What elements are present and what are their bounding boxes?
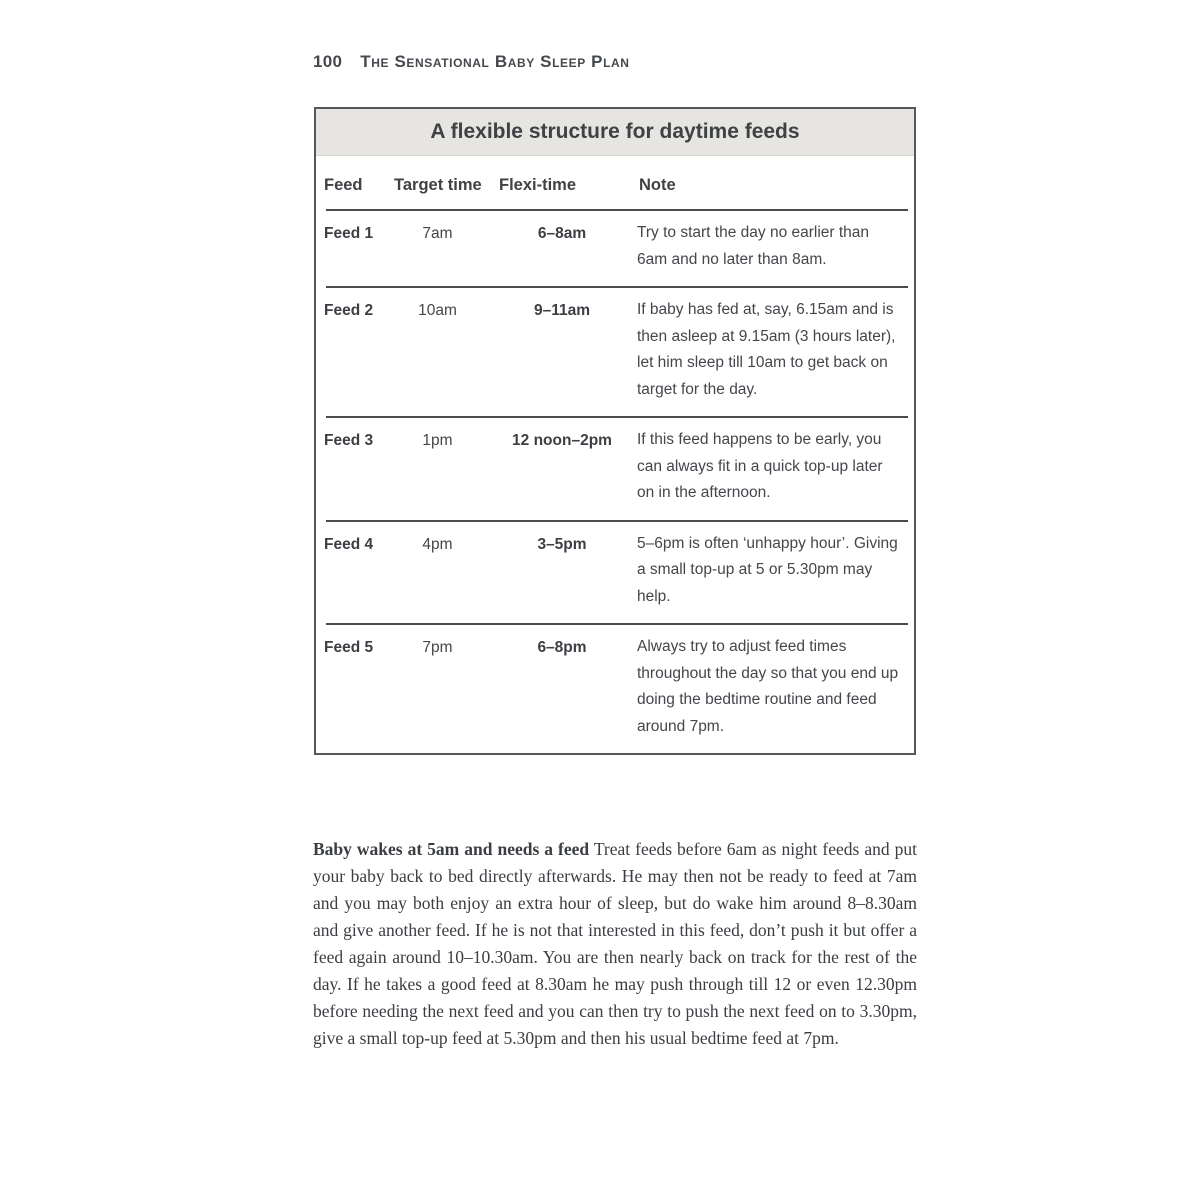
note-text: If baby has fed at, say, 6.15am and is then asleep at 9.15am (3 hours later), let him sleep till 10am to get back on target for the day.: [637, 301, 896, 398]
book-title: The Sensational Baby Sleep Plan: [360, 52, 630, 71]
feed-label: Feed 2: [324, 302, 374, 319]
flexi-time-value: 9–11am: [533, 302, 591, 319]
note-text: Try to start the day no earlier than 6am and no later than 8am.: [637, 224, 870, 268]
table-title: A flexible structure for daytime feeds: [316, 109, 914, 156]
table-row: [316, 418, 914, 520]
target-time-value: 10am: [418, 302, 457, 319]
table-row: [316, 288, 914, 416]
flexi-time-value: 6–8pm: [537, 639, 587, 656]
feed-label: Feed 3: [324, 432, 374, 449]
target-time-value: 7am: [422, 225, 453, 242]
flexi-time-value: 3–5pm: [537, 535, 587, 553]
flexi-time-value: 6–8am: [537, 225, 587, 242]
feed-label: Feed 4: [324, 535, 374, 553]
flexi-time-value: 12 noon–2pm: [512, 432, 612, 449]
running-head: [313, 52, 630, 72]
column-header-flexi-time: Flexi-time: [499, 176, 577, 194]
column-header-target-time: Target time: [394, 176, 482, 194]
feed-label: Feed 1: [324, 225, 374, 242]
note-text: Always try to adjust feed times throughout the day so that you end up doing the bedtime routine and feed around 7pm.: [637, 638, 899, 735]
feed-label: Feed 5: [324, 639, 374, 656]
note-text: 5–6pm is often ‘unhappy hour’. Giving a small top-up at 5 or 5.30pm may help.: [637, 534, 898, 605]
paragraph-body: Treat feeds before 6am as night feeds and put your baby back to bed directly afterwards. He may then not be ready to feed at 7am and you may both enjoy an extra hour of sleep, but do wake him around 8–8.30am and give another feed. If he is not that interested in this feed, don’t push it but offer a feed again around 10–10.30am. You are then nearly back on track for the rest of the day. If he takes a good feed at 8.30am he may push through till 12 or even 12.30pm before needing the next feed and you can then try to push the next feed on to 3.30pm, give a small top-up feed at 5.30pm and then his usual bedtime feed at 7pm.: [313, 838, 917, 1048]
target-time-value: 4pm: [422, 535, 453, 553]
page-number: 100: [313, 52, 343, 71]
table-row: [316, 211, 914, 286]
paragraph-lead: Baby wakes at 5am and needs a feed: [313, 838, 590, 859]
body-paragraph: [313, 836, 917, 1052]
target-time-value: 7pm: [422, 639, 453, 656]
column-header-note: Note: [639, 176, 676, 194]
feeds-table: [314, 107, 916, 755]
target-time-value: 1pm: [422, 432, 453, 449]
table-body: [316, 211, 914, 753]
table-row: [316, 522, 914, 624]
table-header-row: [316, 156, 914, 209]
column-header-feed: Feed: [324, 176, 363, 194]
table-row: [316, 625, 914, 753]
note-text: If this feed happens to be early, you can always fit in a quick top-up later on in the afternoon.: [637, 431, 883, 501]
